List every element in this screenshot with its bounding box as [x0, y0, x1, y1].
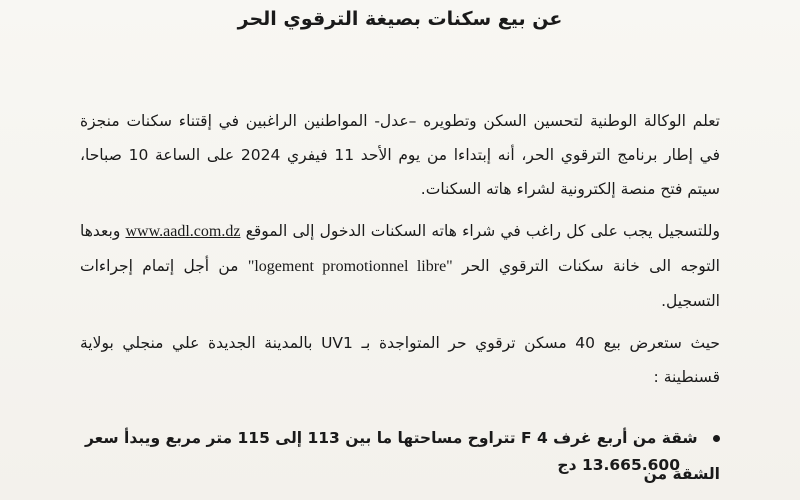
registration-text-3: من أجل إتمام إجراءات التسجيل. — [80, 257, 720, 310]
registration-text-1: وللتسجيل يجب على كل راغب في شراء هاته السكنات الدخول إلى الموقع — [245, 222, 720, 240]
website-link[interactable]: www.aadl.com.dz — [125, 223, 241, 240]
paragraph-offer: حيث ستعرض بيع 40 مسكن ترقوي حر المتواجدة بـ UV1 بالمدينة الجديدة علي منجلي بولاية قسنطينة : — [80, 334, 721, 386]
category-quote: "logement promotionnel libre" — [247, 258, 453, 275]
list-item-text: شقة من أربع غرف F 4 تتراوح مساحتها ما بين 113 إلى 115 متر مربع ويبدأ سعر الشقة من — [85, 429, 720, 483]
paragraph-announcement: تعلم الوكالة الوطنية لتحسين السكن وتطويره –عدل- المواطنين الراغبين في إقتناء سكنات منجزة في إطار برنامج الترقوي الحر، أنه إبتداءا من يوم الأحد 11 فيفري 2024 على الساعة 10 صباحا، سيتم فتح منصة إلكترونية لشراء هاته السكنات. — [80, 112, 721, 198]
apartment-price: 13.665.600 دج — [557, 456, 680, 474]
registration-text-2: وبعدها التوجه الى خانة سكنات الترقوي الحر — [80, 222, 720, 275]
bullet-icon — [713, 435, 720, 442]
paragraph-registration — [80, 214, 720, 318]
document-title: عن بيع سكنات بصيغة الترقوي الحر — [237, 8, 563, 30]
